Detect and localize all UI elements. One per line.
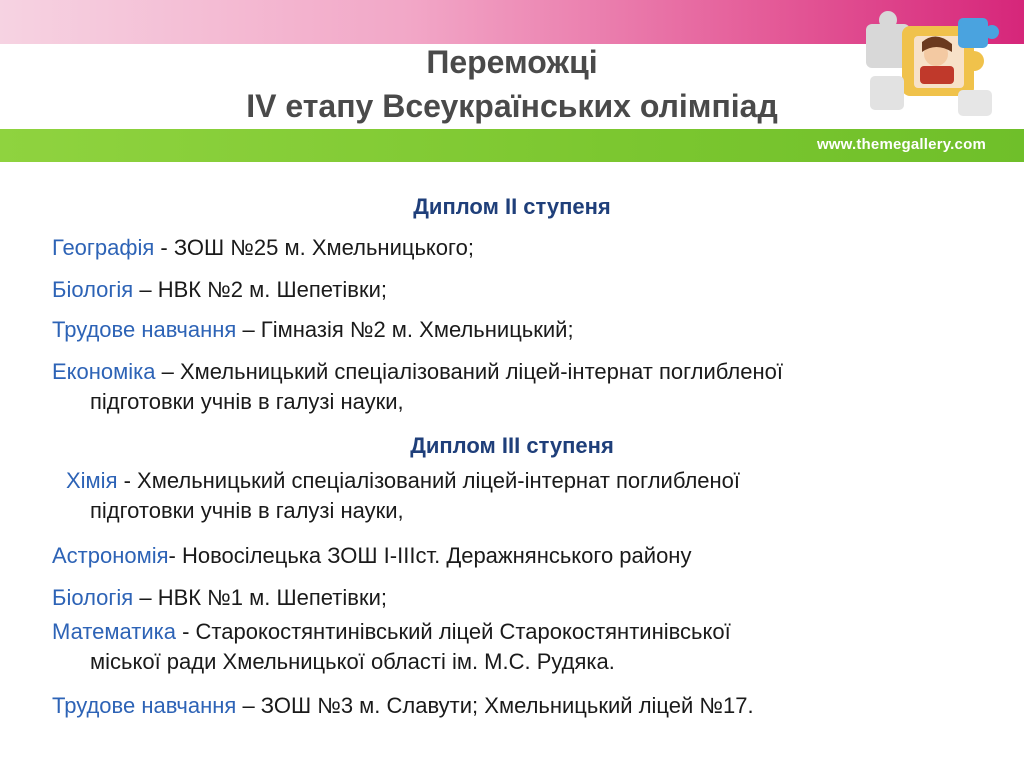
subject-label: Біологія xyxy=(52,585,134,610)
list-item xyxy=(52,541,1012,571)
list-item xyxy=(52,617,1012,677)
item-text: – Гімназія №2 м. Хмельницький; xyxy=(236,317,574,342)
list-item xyxy=(52,315,1012,345)
item-text: – ЗОШ №3 м. Славути; Хмельницький ліцей №17. xyxy=(236,693,754,718)
list-item xyxy=(52,233,1012,263)
item-text: - Старокостянтинівський ліцей Старокостянтинівської xyxy=(175,619,731,644)
subject-label: Економіка xyxy=(52,359,156,384)
site-url: www.themegallery.com xyxy=(816,136,986,153)
item-text: – НВК №2 м. Шепетівки; xyxy=(133,277,387,302)
item-continuation: підготовки учнів в галузі науки, xyxy=(90,389,404,414)
subject-label: Трудове навчання xyxy=(52,693,237,718)
puzzle-logo-icon xyxy=(862,6,1002,126)
subject-label: Біологія xyxy=(52,277,134,302)
title-line-1: Переможці xyxy=(426,44,598,80)
subject-label: Географія xyxy=(52,235,155,260)
item-text: – Хмельницький спеціалізований ліцей-інтернат поглибленої xyxy=(155,359,783,384)
subject-label: Математика xyxy=(52,619,176,644)
list-item xyxy=(52,357,1012,417)
list-item xyxy=(66,466,1024,526)
item-text: - Хмельницький спеціалізований ліцей-інтернат поглибленої xyxy=(117,468,741,493)
subject-label: Хімія xyxy=(66,468,118,493)
item-text: - ЗОШ №25 м. Хмельницького; xyxy=(154,235,474,260)
title-line-2: IV етапу Всеукраїнських олімпіад xyxy=(246,88,778,124)
list-item xyxy=(52,275,1012,305)
subject-label: Астрономія xyxy=(52,543,169,568)
item-text: - Новосілецька ЗОШ І-ІІІст. Деражнянського району xyxy=(168,543,692,568)
diploma3-heading: Диплом ІІІ ступеня xyxy=(410,433,614,458)
list-item xyxy=(52,583,1012,613)
list-item xyxy=(52,691,1012,721)
item-continuation: міської ради Хмельницької області ім. М.С. Рудяка. xyxy=(90,649,615,674)
item-continuation: підготовки учнів в галузі науки, xyxy=(90,498,404,523)
item-text: – НВК №1 м. Шепетівки; xyxy=(133,585,387,610)
diploma2-heading: Диплом ІІ ступеня xyxy=(413,194,611,219)
subject-label: Трудове навчання xyxy=(52,317,237,342)
